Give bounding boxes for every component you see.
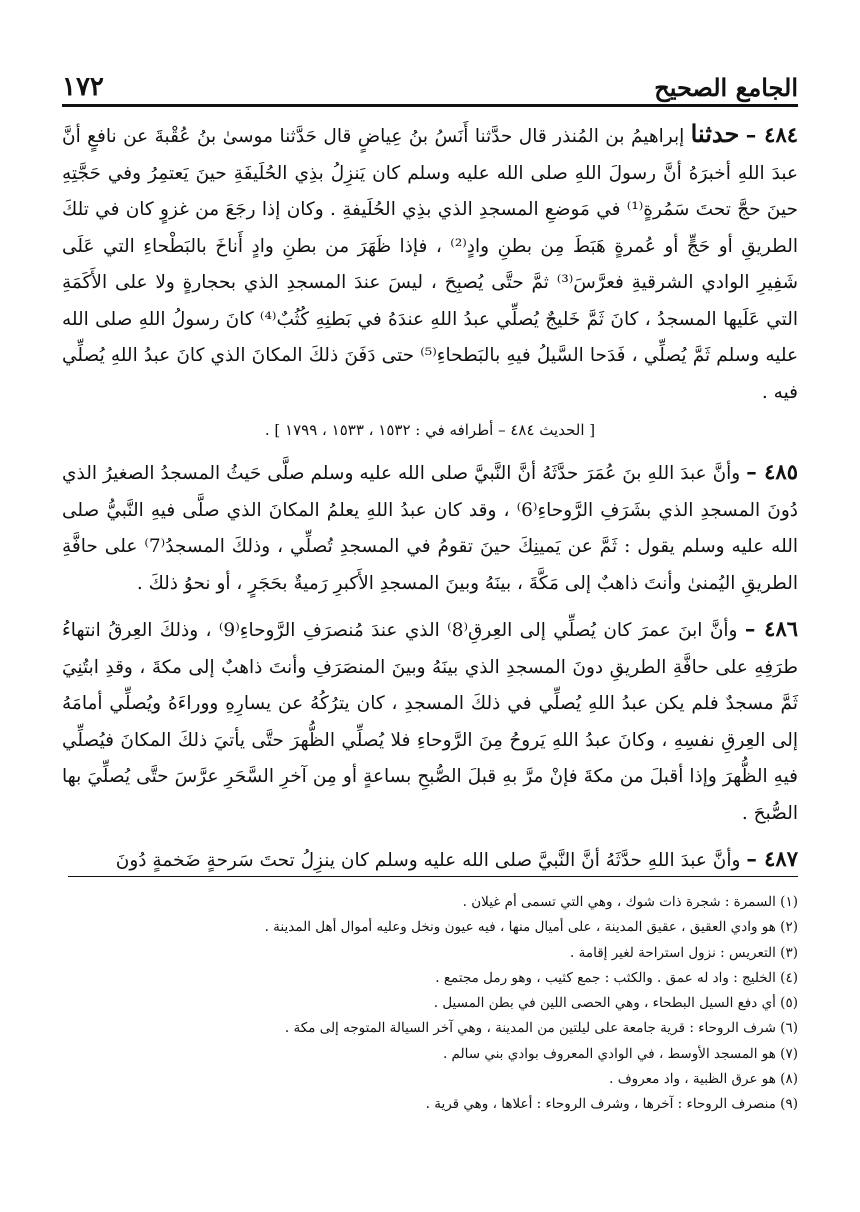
hadith-text: وأنَّ عبدَ اللهِ بنَ عُمَرَ حدَّثَهُ أنَّ النَّبيَّ صلى الله عليه وسلم صلَّى حَيثُ المسجدُ الصغيرُ الذي دُونَ المسجدِ الذي بشَرَفِ الرَّوحاءِ⁽6⁾ ، وقد كان عبدُ اللهِ يعلمُ المكانَ الذي صلَّى فيهِ النَّبيُّ صلى الله عليه وسلم يقول : ثَمَّ عن يَمينِكَ حينَ تقومُ في المسجدِ تُصلِّي ، وذلكَ المسجدُ⁽7⁾ على حافَّةِ الطريقِ اليُمنىٰ وأنتَ ذاهبٌ إلى مَكَّةَ ، بينَهُ وبينَ المسجدِ الأَكبرِ رَميةٌ بحَجَرٍ ، أو نحوُ ذلكَ . [62, 463, 798, 594]
header-rule [62, 104, 798, 107]
hadith-text: وأنَّ عبدَ اللهِ حدَّثَهُ أنَّ النَّبيَّ صلى الله عليه وسلم كان ينزِلُ تحتَ سَرحةٍ ضَخمةٍ دُونَ [115, 850, 747, 871]
footnote-5: (٥) أي دفع السيل البطحاء ، وهي الحصى اللين في بطن المسيل . [433, 995, 798, 1012]
hadith-484 [62, 116, 798, 411]
cross-reference: [ الحديث ٤٨٤ – أطرافه في : ١٥٣٢ ، ١٥٣٣ ، ١٧٩٩ ] . [264, 421, 596, 439]
opening-word: حدثنا [690, 119, 740, 148]
footnote-8: (٨) هو عرق الظبية ، واد معروف . [609, 1071, 798, 1088]
footnote-rule [68, 876, 798, 877]
footnote-9: (٩) منصرف الروحاء : آخرها ، وشرف الروحاء : أعلاها ، وهي قرية . [425, 1096, 798, 1113]
hadith-number: ٤٨٥ – [746, 459, 798, 484]
footnote-3: (٣) التعريس : نزول استراحة لغير إقامة . [570, 944, 798, 961]
footnote-1: (١) السمرة : شجرة ذات شوك ، وهي التي تسمى أم غيلان . [462, 894, 798, 910]
hadith-487 [62, 841, 798, 880]
hadith-number: ٤٨٤ – [745, 122, 799, 147]
footnotes [68, 890, 798, 1118]
footnote-4: (٤) الخليج : واد له عمق . والكثب : جمع كثيب ، وهو رمل مجتمع . [435, 969, 798, 986]
hadith-text: وأنَّ ابنَ عمرَ كان يُصلِّي إلى العِرقِ⁽8⁾ الذي عندَ مُنصرَفِ الرَّوحاءِ⁽9⁾ ، وذلكَ العِرقُ انتهاءُ طرَفِهِ على حافَّةِ الطريقِ دونَ المسجدِ الذي بينَهُ وبينَ المنصَرَفِ وأنتَ ذاهبٌ إلى مكةَ ، وقدِ ابتُنِيَ ثَمَّ مسجدٌ فلم يكن عبدُ اللهِ يُصلِّي في ذلكَ المسجدِ ، كان يترُكُهُ عن يسارِهِ ووراءَهُ ويُصلِّي أمامَهُ إلى العِرقِ نفسِهِ ، وكانَ عبدُ اللهِ يَروحُ مِنَ الرَّوحاءِ فلا يُصلِّي الظُّهرَ حتَّى يأتيَ ذلكَ المكانَ فيُصلِّي فيهِ الظُّهرَ وإذا أقبلَ من مكةَ فإنْ مرَّ بهِ قبلَ الصُّبحِ بساعةٍ أو مِن آخرِ السَّحَرِ عرَّسَ حتَّى يُصلِّيَ بها الصُّبحَ . [62, 620, 798, 824]
main-text [62, 116, 798, 889]
running-title: الجامع الصحيح [654, 73, 798, 102]
footnote-7: (٧) هو المسجد الأوسط ، في الوادي المعروف بوادي بني سالم . [442, 1045, 798, 1062]
hadith-number: ٤٨٦ – [744, 616, 799, 641]
hadith-485 [62, 454, 798, 602]
page-number: ١٧٢ [62, 72, 104, 102]
footnote-2: (٢) هو وادي العقيق ، عقيق المدينة ، على أميال منها ، فيه عيون ونخل وعليه أموال أهل المدينة . [264, 919, 798, 936]
footnote-6: (٦) شرف الروحاء : قرية جامعة على ليلتين من المدينة ، وهي آخر السيالة المتوجه إلى مكة . [284, 1020, 798, 1037]
hadith-486 [62, 611, 798, 832]
hadith-number: ٤٨٧ – [746, 846, 798, 871]
page-header [62, 58, 798, 102]
hadith-text: إبراهيمُ بن المُنذر قال حدَّثنا أَنَسُ بنُ عِياضٍ قال حَدَّثنا موسىٰ بنُ عُقْبةَ عن نافعٍ أنَّ عبدَ اللهِ أخبرَهُ أنَّ رسولَ اللهِ صلى الله عليه وسلم كان يَنزِلُ بذِي الحُلَيفَةِ حينَ يَعتمِرُ وفي حَجَّتِهِ حينَ حجَّ تحتَ سَمُرةٍ⁽¹⁾ في مَوضعِ المسجدِ الذي بذِي الحُلَيفةِ . وكان إذا رجَعَ من غزوٍ كان في تلكَ الطريقِ أو حَجٍّ أو عُمرةٍ هَبَطَ مِن بطنِ وادٍ⁽²⁾ ، فإذا ظَهَرَ من بطنِ وادٍ أَناخَ بالبَطْحاءِ التي عَلَى شَفِيرِ الوادي الشرقيةِ فعرَّسَ⁽³⁾ ثمَّ حتَّى يُصبِحَ ، ليسَ عندَ المسجدِ الذي بحجارةٍ ولا على الأَكَمَةِ التي عَلَيها المسجدُ ، كانَ ثَمَّ خَليجٌ يُصلِّي عبدُ اللهِ عندَهُ في بَطنِهِ كُثُبٌ⁽⁴⁾ كانَ رسولُ اللهِ صلى الله عليه وسلم ثَمَّ يُصلِّي ، فَدَحا السَّيلُ فيهِ بالبَطحاءِ⁽⁵⁾ حتى دَفَنَ ذلكَ المكانَ الذي كانَ عبدُ اللهِ يُصلِّي فيه . [62, 126, 799, 403]
